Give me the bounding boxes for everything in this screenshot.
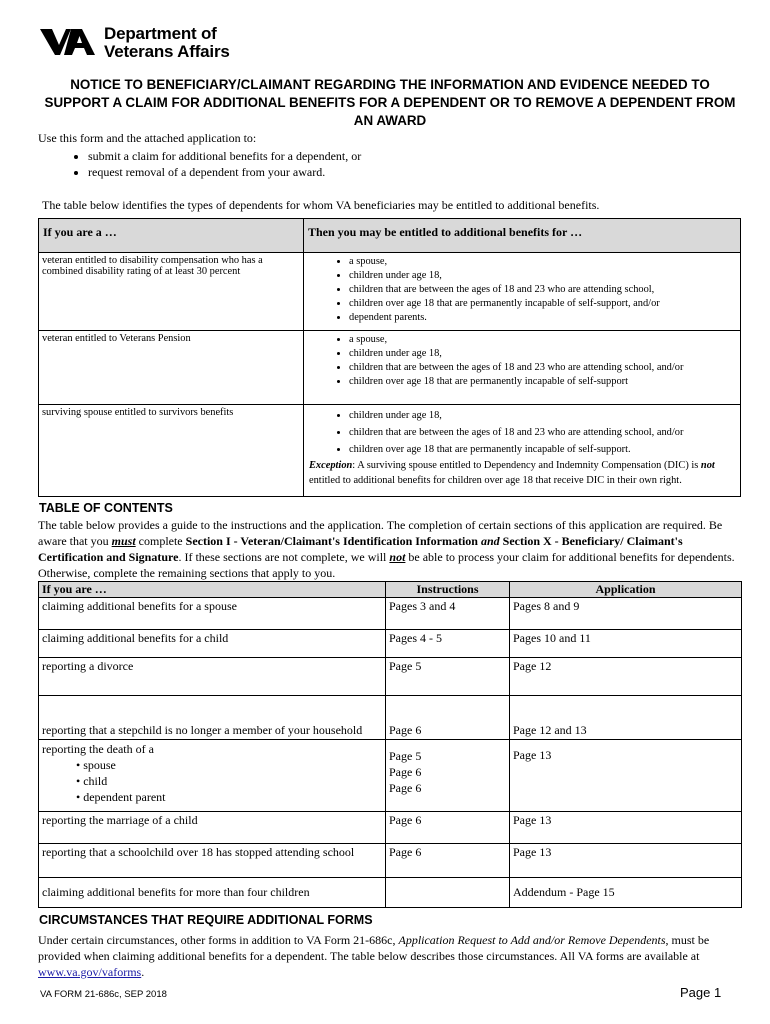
exception-not: not [700, 460, 715, 471]
list-item: • children over age 18 that are permanently incapable of self-support. [349, 441, 737, 458]
toc-and: and [480, 534, 500, 548]
toc-instructions: Page 6 [386, 812, 510, 844]
list-item: • children under age 18, [349, 407, 737, 424]
list-item: • child [76, 774, 108, 788]
toc-header-situation: If you are … [39, 582, 386, 598]
toc-situation: claiming additional benefits for a child [39, 630, 386, 658]
page-number: Page 1 [680, 985, 722, 1000]
toc-not: not [389, 550, 406, 564]
toc-text: complete [135, 534, 186, 548]
intro-bullet: • request removal of a dependent from your award. [88, 164, 361, 180]
org-line2: Veterans Affairs [104, 42, 230, 61]
intro-bullets [38, 148, 361, 180]
vaforms-link[interactable]: www.va.gov/vaforms [38, 965, 142, 979]
toc-situation: reporting the marriage of a child [39, 812, 386, 844]
circumstances-paragraph [38, 932, 742, 980]
list-item: • children over age 18 that are permanently incapable of self-support, and/or [349, 297, 737, 311]
intro-bullet: • submit a claim for additional benefits for a dependent, or [88, 148, 361, 164]
form-id: VA FORM 21-686c, SEP 2018 [40, 989, 167, 1000]
toc-application: Pages 8 and 9 [510, 598, 742, 630]
toc-situation: claiming additional benefits for more than four children [39, 878, 386, 908]
toc-situation: reporting that a stepchild is no longer a member of your household [39, 696, 386, 740]
toc-instructions: Page 5 [389, 749, 422, 763]
benefits-table [38, 218, 741, 497]
exception-label: Exception [309, 460, 353, 471]
toc-section-ten: Section X - Beneficiary/ Claimant's Certification and Signature [38, 534, 683, 564]
circumstances-heading: CIRCUMSTANCES THAT REQUIRE ADDITIONAL FORMS [39, 913, 373, 927]
toc-text: be able to process your claim for additional benefits for dependents. Otherwise, complete the remaining sections that apply to you. [38, 550, 735, 580]
toc-instructions: Pages 4 - 5 [386, 630, 510, 658]
table-row [39, 331, 741, 405]
toc-header-instructions: Instructions [386, 582, 510, 598]
benefits-header-then: Then you may be entitled to additional benefits for … [304, 219, 741, 253]
toc-section-one: Section I - Veteran/Claimant's Identification Information [185, 534, 481, 548]
exception-text2: entitled to additional benefits for children over age 18 that receive DIC in their own right. [309, 475, 682, 486]
toc-header-application: Application [510, 582, 742, 598]
list-item: • children that are between the ages of 18 and 23 who are attending school, [349, 283, 737, 297]
org-name [104, 25, 230, 61]
list-item: • dependent parent [76, 790, 166, 804]
toc-situation: reporting a divorce [39, 658, 386, 696]
toc-situation: claiming additional benefits for a spouse [39, 598, 386, 630]
toc-instructions: Page 6 [389, 765, 422, 779]
list-item: • spouse [76, 758, 116, 772]
benefits-who: surviving spouse entitled to survivors benefits [39, 405, 304, 497]
toc-must: must [111, 534, 136, 548]
toc-instructions [386, 878, 510, 908]
circ-form-title: Application Request to Add and/or Remove Dependents [398, 933, 666, 947]
table-row [39, 878, 742, 908]
toc-situation: reporting the death of a [42, 742, 154, 756]
toc-application: Page 13 [510, 844, 742, 878]
toc-heading: TABLE OF CONTENTS [39, 501, 173, 515]
toc-application: Page 13 [510, 740, 742, 812]
toc-text: . If these sections are not complete, we will [178, 550, 390, 564]
table-row [39, 405, 741, 497]
toc-application: Page 12 [510, 658, 742, 696]
table-row [39, 630, 742, 658]
list-item: • children under age 18, [349, 269, 737, 283]
table-row [39, 658, 742, 696]
list-item: • a spouse, [349, 333, 737, 347]
intro-lead: Use this form and the attached application to: [38, 131, 257, 145]
table-row [39, 253, 741, 331]
toc-paragraph [38, 517, 742, 581]
list-item: • children over age 18 that are permanently incapable of self-support [349, 375, 737, 389]
toc-text: The table below provides a guide to the instructions and the application. The completion of certain sections of this application are required. Be aware that you [38, 518, 723, 548]
benefits-header-who: If you are a … [39, 219, 304, 253]
circ-text: Under certain circumstances, other forms in addition to VA Form 21-686c, [38, 933, 399, 947]
list-item: • children that are between the ages of 18 and 23 who are attending school, and/or [349, 361, 737, 375]
toc-instructions: Page 6 [386, 696, 510, 740]
circ-text: . [141, 965, 145, 979]
exception-text1: : A surviving spouse entitled to Dependency and Indemnity Compensation (DIC) is [352, 460, 699, 471]
toc-application: Page 13 [510, 812, 742, 844]
va-logo-icon [38, 26, 100, 58]
benefits-who: veteran entitled to disability compensation who has a combined disability rating of at least 30 percent [39, 253, 304, 331]
toc-application: Addendum - Page 15 [510, 878, 742, 908]
exception-note [307, 458, 737, 488]
table-row [39, 740, 742, 812]
benefits-who: veteran entitled to Veterans Pension [39, 331, 304, 405]
list-item: • children under age 18, [349, 347, 737, 361]
table-row [39, 598, 742, 630]
list-item: • children that are between the ages of 18 and 23 who are attending school, and/or [349, 424, 737, 441]
table-row [39, 844, 742, 878]
list-item: • dependent parents. [349, 311, 737, 325]
toc-situation: reporting that a schoolchild over 18 has stopped attending school [39, 844, 386, 878]
toc-instructions: Page 6 [389, 781, 422, 795]
table-row [39, 696, 742, 740]
toc-application: Page 12 and 13 [510, 696, 742, 740]
table-note: The table below identifies the types of dependents for whom VA beneficiaries may be entitled to additional benefits. [42, 198, 600, 212]
toc-application: Pages 10 and 11 [510, 630, 742, 658]
form-title: NOTICE TO BENEFICIARY/CLAIMANT REGARDING THE INFORMATION AND EVIDENCE NEEDED TO SUPPORT A CLAIM FOR ADDITIONAL BENEFITS FOR A DEPENDENT OR TO REMOVE A DEPENDENT FROM AN AWARD [44, 77, 736, 128]
list-item: • a spouse, [349, 255, 737, 269]
toc-instructions: Page 5 [386, 658, 510, 696]
circ-text: , must be provided when claiming additional benefits for a dependent. The table below describes those circumstances. All VA forms are available at [38, 933, 710, 963]
table-row [39, 812, 742, 844]
intro-section [38, 130, 361, 180]
toc-table [38, 581, 742, 908]
org-line1: Department of [104, 24, 217, 43]
toc-instructions: Page 6 [386, 844, 510, 878]
toc-instructions: Pages 3 and 4 [386, 598, 510, 630]
